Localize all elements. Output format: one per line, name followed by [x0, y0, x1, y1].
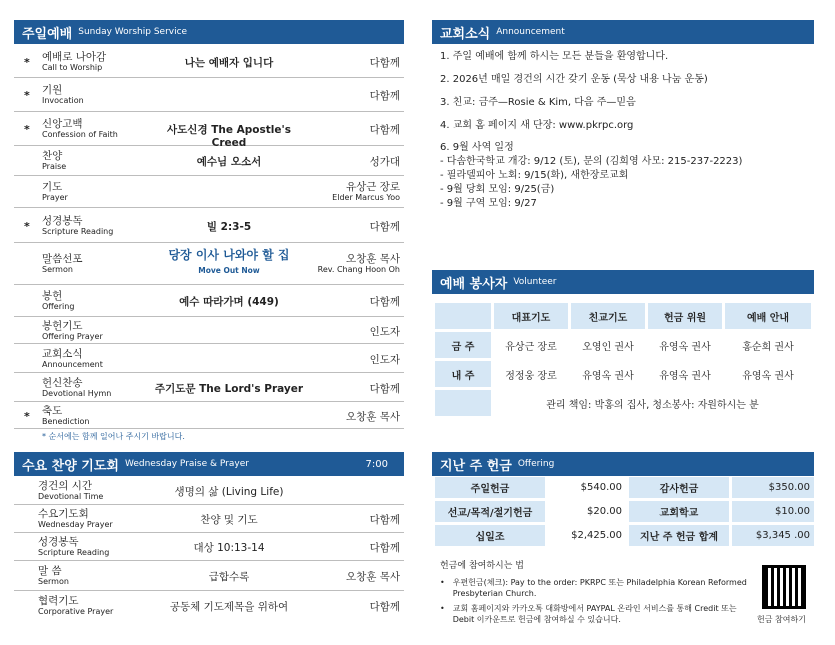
volunteer-cell: 오영인 권사 — [582, 341, 634, 353]
volunteer-header — [432, 270, 814, 294]
volunteer-cell: 유영옥 권사 — [659, 370, 711, 382]
order-leader: 다함께 — [369, 601, 400, 613]
offering-label: 주일헌금 — [435, 477, 545, 498]
announcement-item: 2. 2026년 매일 경건의 시간 갖기 운동 (묵상 내용 나눔 운동) — [440, 74, 708, 85]
order-leader: 오창훈 목사 — [345, 253, 400, 265]
order-name-en: Prayer — [42, 193, 68, 202]
order-name: 말 씀 — [38, 565, 62, 577]
offering-value: $350.00 — [732, 477, 814, 498]
worship-row — [14, 78, 404, 112]
offering-value: $10.00 — [732, 501, 814, 522]
wednesday-title-en: Wednesday Praise & Prayer — [124, 459, 249, 469]
order-name-en: Scripture Reading — [42, 226, 114, 236]
volunteer-table — [432, 300, 814, 419]
order-name: 경건의 시간 — [38, 480, 93, 492]
order-name: 예배로 나아감 — [42, 50, 107, 63]
order-name: 기원 — [42, 84, 63, 96]
worship-row — [14, 208, 404, 243]
order-leader-en: Rev. Chang Hoon Oh — [317, 265, 400, 274]
wednesday-row — [14, 533, 404, 561]
wednesday-row — [14, 505, 404, 533]
order-name-en: Offering Prayer — [42, 331, 103, 341]
order-leader: 다함께 — [369, 220, 400, 233]
offering-bullet-text: 우편헌금(체크): Pay to the order: PKRPC 또는 Philadelphia Korean Reformed Presbyterian Church. — [452, 578, 747, 598]
order-name: 찬양 — [42, 150, 63, 162]
order-name-en: Devotional Time — [38, 492, 104, 501]
standing-star: * — [24, 123, 30, 136]
volunteer-col-header: 친교기도 — [571, 303, 645, 329]
volunteer-cell: 유영옥 권사 — [659, 341, 711, 353]
volunteer-row-label: 내 주 — [435, 361, 491, 387]
volunteer-cell: 유영옥 권사 — [582, 370, 634, 382]
offering-table — [432, 474, 817, 549]
wednesday-row — [14, 561, 404, 591]
order-name: 성경봉독 — [38, 536, 79, 548]
worship-row — [14, 344, 404, 373]
order-name-en: Invocation — [42, 96, 84, 105]
order-content: 빌 2:3-5 — [206, 220, 252, 233]
order-name-en: Sermon — [38, 577, 69, 586]
order-content: 대상 10:13-14 — [193, 542, 265, 554]
wednesday-header — [14, 452, 404, 476]
worship-row — [14, 285, 404, 317]
qr-code-icon[interactable] — [762, 565, 806, 609]
volunteer-cell: 유상근 장로 — [505, 341, 557, 353]
standing-note: * 순서에는 함께 일어나 주시기 바랍니다. — [42, 432, 185, 441]
offering-title: 지난 주 헌금 — [440, 458, 512, 474]
wednesday-row — [14, 477, 404, 505]
volunteer-col-header: 예배 안내 — [725, 303, 811, 329]
announcement-item: 6. 9월 사역 일정 — [440, 142, 514, 153]
worship-row — [14, 373, 404, 402]
volunteer-cell: 정정웅 장로 — [505, 370, 557, 382]
order-leader: 오창훈 목사 — [345, 571, 400, 583]
worship-title-en: Sunday Worship Service — [78, 27, 188, 37]
worship-row — [14, 112, 404, 149]
worship-row — [14, 176, 404, 208]
offering-label: 지난 주 헌금 합계 — [629, 525, 729, 546]
order-leader: 유상근 장로 — [345, 181, 400, 193]
volunteer-title-en: Volunteer — [513, 277, 557, 287]
order-content: 예수님 오소서 — [196, 156, 262, 168]
worship-row — [14, 243, 404, 285]
order-content-sub: Move Out Now — [198, 266, 260, 275]
order-leader: 다함께 — [369, 514, 400, 526]
offering-label: 교회학교 — [629, 501, 729, 522]
offering-value: $2,425.00 — [571, 530, 622, 541]
announcement-subitem: - 9월 구역 모임: 9/27 — [440, 198, 537, 209]
announcement-subitem: - 필라델피아 노회: 9/15(화), 새한장로교회 — [440, 170, 629, 181]
order-name-en: Sermon — [42, 265, 73, 274]
order-leader: 다함께 — [369, 296, 400, 308]
volunteer-footer: 관리 책임: 박홍의 집사, 청소봉사: 자원하시는 분 — [546, 399, 759, 411]
order-name-en: Offering — [42, 302, 75, 311]
order-name: 봉헌 — [42, 290, 63, 302]
volunteer-row-label-empty — [435, 390, 491, 416]
offering-total: $3,345 .00 — [732, 525, 814, 546]
standing-star: * — [24, 55, 30, 69]
announcement-item: 4. 교회 홈 페이지 새 단장: www.pkrpc.org — [440, 120, 634, 131]
offering-value: $20.00 — [587, 506, 622, 517]
order-content: 급합수록 — [208, 571, 250, 583]
worship-header — [14, 20, 404, 44]
offering-label: 감사헌금 — [629, 477, 729, 498]
order-name: 축도 — [42, 404, 63, 417]
order-name: 협력기도 — [38, 595, 79, 607]
order-name-en: Call to Worship — [42, 62, 103, 72]
order-name-en: Benediction — [42, 416, 90, 426]
announcement-title: 교회소식 — [440, 26, 491, 42]
volunteer-corner — [435, 303, 491, 329]
order-leader: 다함께 — [369, 542, 400, 554]
order-name: 말씀선포 — [42, 253, 83, 265]
order-name-en: Wednesday Prayer — [38, 520, 113, 529]
standing-star: * — [24, 409, 30, 423]
order-name-en: Confession of Faith — [42, 130, 118, 139]
announcement-title-en: Announcement — [496, 27, 565, 37]
order-name: 성경봉독 — [42, 214, 83, 227]
worship-row — [14, 402, 404, 429]
volunteer-title: 예배 봉사자 — [440, 276, 508, 292]
worship-row — [14, 317, 404, 344]
order-name: 기도 — [42, 181, 63, 193]
order-name: 교회소식 — [42, 347, 83, 360]
announcement-subitem: - 다솜한국학교 개강: 9/12 (토), 문의 (김희영 사모: 215-237-2223) — [440, 156, 743, 167]
offering-bullet: • 우편헌금(체크): Pay to the order: PKRPC 또는 Philadelphia Korean Reformed Presbyterian Church. — [440, 577, 750, 599]
volunteer-row-label: 금 주 — [435, 332, 491, 358]
wednesday-title: 수요 찬양 기도회 — [22, 458, 119, 474]
volunteer-cell: 유영옥 권사 — [742, 370, 794, 382]
order-leader-en: Elder Marcus Yoo — [332, 193, 400, 202]
order-content: 생명의 삶 (Living Life) — [174, 486, 284, 498]
wednesday-time: 7:00 — [365, 458, 388, 470]
order-name-en: Corporative Prayer — [38, 607, 114, 616]
standing-star: * — [24, 89, 30, 102]
order-content: 당장 이사 나와야 할 집 — [168, 248, 290, 262]
offering-label: 선교/목적/절기헌금 — [435, 501, 545, 522]
offering-title-en: Offering — [517, 459, 555, 469]
order-name: 봉헌기도 — [42, 319, 83, 332]
order-leader: 다함께 — [369, 382, 400, 395]
announcement-item: 1. 주일 예배에 함께 하시는 모든 분들을 환영합니다. — [440, 51, 669, 62]
wednesday-row — [14, 591, 404, 621]
order-leader: 인도자 — [369, 325, 400, 338]
order-name-en: Praise — [42, 162, 67, 171]
order-leader: 다함께 — [369, 124, 400, 136]
worship-row — [14, 45, 404, 78]
offering-bullet: • 교회 홈페이지와 카카오톡 대화방에서 PAYPAL 온라인 서비스를 통해 Credit 또는 Debit 이카운트로 헌금에 참여하실 수 있습니다. — [440, 603, 750, 625]
order-name-en: Scripture Reading — [38, 548, 110, 557]
announcement-header — [432, 20, 814, 44]
order-name: 수요기도회 — [38, 508, 89, 520]
worship-row — [14, 146, 404, 176]
announcement-item: 3. 친교: 금주—Rosie & Kim, 다음 주—믿음 — [440, 97, 636, 108]
order-leader: 다함께 — [369, 90, 400, 102]
order-content: 나는 예배자 입니다 — [184, 56, 274, 69]
offering-how-title: 헌금에 참여하시는 법 — [440, 561, 524, 571]
worship-title: 주일예배 — [22, 26, 73, 42]
offering-bullet-text: 교회 홈페이지와 카카오톡 대화방에서 PAYPAL 온라인 서비스를 통해 Credit 또는 Debit 이카운트로 헌금에 참여하실 수 있습니다. — [452, 604, 737, 624]
order-leader: 성가대 — [369, 156, 400, 168]
order-leader: 인도자 — [369, 353, 400, 366]
order-content: 찬양 및 기도 — [200, 514, 258, 526]
order-content: 예수 따라가며 (449) — [179, 296, 279, 308]
standing-star: * — [24, 219, 30, 233]
order-leader: 오창훈 목사 — [345, 410, 400, 423]
order-name-en: Announcement — [42, 359, 103, 369]
volunteer-col-header: 대표기도 — [494, 303, 568, 329]
order-leader: 다함께 — [369, 56, 400, 69]
order-name: 헌신찬송 — [42, 376, 83, 389]
qr-label: 헌금 참여하기 — [757, 615, 806, 624]
volunteer-cell: 홍순희 권사 — [742, 341, 794, 353]
volunteer-col-header: 헌금 위원 — [648, 303, 722, 329]
order-name-en: Devotional Hymn — [42, 388, 112, 398]
announcement-subitem: - 9월 당회 모임: 9/25(금) — [440, 184, 555, 195]
order-content: 공동체 기도제목을 위하여 — [169, 601, 289, 613]
order-content: 주기도문 The Lord's Prayer — [154, 382, 304, 395]
order-content: 사도신경 The Apostle's Creed — [167, 124, 291, 149]
offering-label: 십일조 — [435, 525, 545, 546]
offering-header — [432, 452, 814, 476]
offering-value: $540.00 — [580, 482, 622, 493]
order-name: 신앙고백 — [42, 118, 83, 130]
